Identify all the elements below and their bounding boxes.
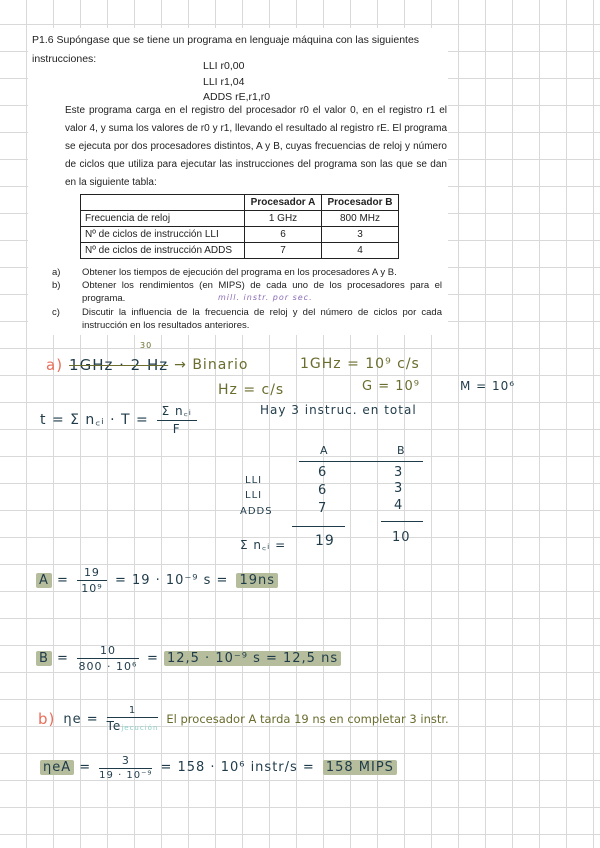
performance-a-mid: = 158 · 10⁶ instr/s =	[160, 760, 315, 775]
cycles-header-line	[299, 461, 423, 462]
fraction-denominator: 19 · 10⁻⁹	[99, 770, 153, 781]
binario-note: → Binario	[174, 357, 249, 373]
result-b-fraction	[77, 644, 139, 673]
question-text: Obtener los tiempos de ejecución del programa en los procesadores A y B.	[82, 267, 397, 278]
table-cell: 800 MHz	[322, 211, 399, 227]
table-cell: 7	[245, 243, 322, 259]
question-text: Discutir la influencia de la frecuencia de reloj y del número de ciclos por cada instrucción en los resultados anteriores.	[82, 307, 442, 331]
cycles-sum-label: Σ n꜀ᵢ =	[240, 538, 287, 552]
cycles-row-label: ADDS	[240, 506, 273, 517]
cycles-head-a: A	[320, 444, 329, 457]
sum-line-b	[381, 521, 423, 522]
table-header: Procesador B	[322, 195, 399, 211]
performance-fraction	[107, 705, 159, 733]
cycles-value: 6	[318, 483, 328, 498]
problem-intro-text: Supóngase que se tiene un programa en lenguaje máquina con las siguientes instrucciones:	[32, 34, 420, 65]
instruction-count-note: Hay 3 instruc. en total	[260, 403, 417, 417]
question-a	[52, 266, 442, 279]
result-a-row	[36, 566, 278, 595]
sum-line-a	[292, 526, 345, 527]
cycles-value: 3	[394, 481, 404, 496]
cycles-value: 3	[394, 465, 404, 480]
time-formula: t = Σ n꜀ᵢ · T =	[40, 411, 149, 428]
table-header-row	[81, 195, 399, 211]
fraction-numerator: Σ n꜀ᵢ	[161, 404, 192, 418]
question-c	[52, 306, 442, 332]
question-key: b)	[52, 280, 61, 291]
performance-definition: ηe =	[63, 711, 99, 727]
question-key: c)	[52, 307, 60, 318]
g-definition: G = 10⁹	[362, 379, 420, 394]
problem-number: P1.6	[32, 34, 54, 46]
table-cell: 4	[322, 243, 399, 259]
result-b-row	[36, 644, 341, 673]
table-cell: Nº de ciclos de instrucción ADDS	[81, 243, 245, 259]
part-b-row	[38, 705, 449, 733]
processor-table	[80, 194, 399, 259]
fraction-denominator: F	[172, 422, 181, 436]
cycles-value: 6	[318, 465, 328, 480]
part-a-first-line	[46, 356, 248, 374]
table-row	[81, 243, 399, 259]
cycles-value: 4	[394, 498, 404, 513]
denominator-text: Te	[106, 719, 122, 733]
handwritten-annotation: mill. instr. por sec.	[218, 293, 313, 302]
result-a-label: A =	[36, 573, 69, 588]
question-text: Obtener los rendimientos (en MIPS) de cada uno de los procesadores para el programa.	[82, 280, 442, 304]
table-row	[81, 211, 399, 227]
code-line-3: ADDS rE,r1,r0	[203, 91, 271, 103]
m-definition: M = 10⁶	[460, 379, 516, 393]
cycles-row-label: LLI	[245, 475, 263, 486]
cycles-head-b: B	[397, 444, 406, 457]
question-key: a)	[52, 267, 61, 278]
hz-definition: Hz = c/s	[218, 382, 285, 398]
part-b-label: b)	[38, 710, 56, 728]
ghz-definition: 1GHz = 10⁹ c/s	[300, 356, 420, 372]
result-a-value	[236, 573, 278, 588]
table-cell: Frecuencia de reloj	[81, 211, 245, 227]
code-line-2: LLI r1,04	[203, 76, 245, 88]
performance-a-label: ηeA =	[40, 760, 91, 775]
hz-note: 1GHz · 2 Hz	[69, 356, 169, 374]
result-b-label: B =	[36, 651, 69, 666]
table-cell: 1 GHz	[245, 211, 322, 227]
fraction-numerator: 19	[83, 566, 100, 579]
problem-description: Este programa carga en el registro del procesador r0 el valor 0, en el registro r1 el valor 4, y suma los valores de r0 y r1, llevando el resultado al registro rE. El programa se ejecuta por dos procesadores distintos, A y B, cuyas frecuencias de reloj y número de ciclos que utiliza para ejecutar las instrucciones del programa son las que se dan en la siguiente tabla:	[65, 105, 447, 188]
hz-superscript: 30	[140, 341, 153, 350]
highlight: A	[36, 573, 52, 588]
performance-a-value	[323, 760, 397, 775]
cycles-value: 7	[318, 501, 328, 516]
fraction-numerator: 3	[121, 754, 130, 767]
table-header: Procesador A	[245, 195, 322, 211]
table-cell: 6	[245, 227, 322, 243]
time-formula-row	[40, 402, 197, 436]
table-cell: Nº de ciclos de instrucción LLI	[81, 227, 245, 243]
part-a-label: a)	[46, 356, 64, 374]
cycles-row-label: LLI	[245, 490, 263, 501]
table-header	[81, 195, 245, 211]
highlight: 158 MIPS	[323, 760, 397, 775]
highlight: B	[36, 651, 52, 666]
fraction-denominator: 10⁹	[81, 582, 103, 595]
subscript: jecución	[121, 724, 159, 732]
result-a-fraction	[77, 566, 107, 595]
fraction-denominator: 800 · 10⁶	[78, 660, 138, 673]
result-b-value: = 12,5 · 10⁻⁹ s = 12,5 ns	[147, 651, 341, 666]
fraction-numerator: 1	[128, 705, 137, 716]
result-a-mid: = 19 · 10⁻⁹ s =	[114, 573, 229, 588]
time-fraction	[157, 402, 197, 436]
performance-a-row	[40, 754, 397, 781]
table-cell: 3	[322, 227, 399, 243]
highlight: 19ns	[236, 573, 278, 588]
table-row	[81, 227, 399, 243]
code-line-1: LLI r0,00	[203, 60, 245, 72]
highlight: ηeA	[40, 760, 74, 775]
performance-a-fraction	[99, 754, 152, 781]
fraction-denominator	[107, 719, 159, 733]
highlight: 12,5 · 10⁻⁹ s = 12,5 ns	[164, 651, 341, 666]
part-b-comment: El procesador A tarda 19 ns en completar 3 instr.	[166, 712, 449, 726]
cycles-sum-a: 19	[315, 533, 335, 549]
cycles-sum-b: 10	[392, 530, 411, 545]
fraction-numerator: 10	[99, 644, 116, 657]
